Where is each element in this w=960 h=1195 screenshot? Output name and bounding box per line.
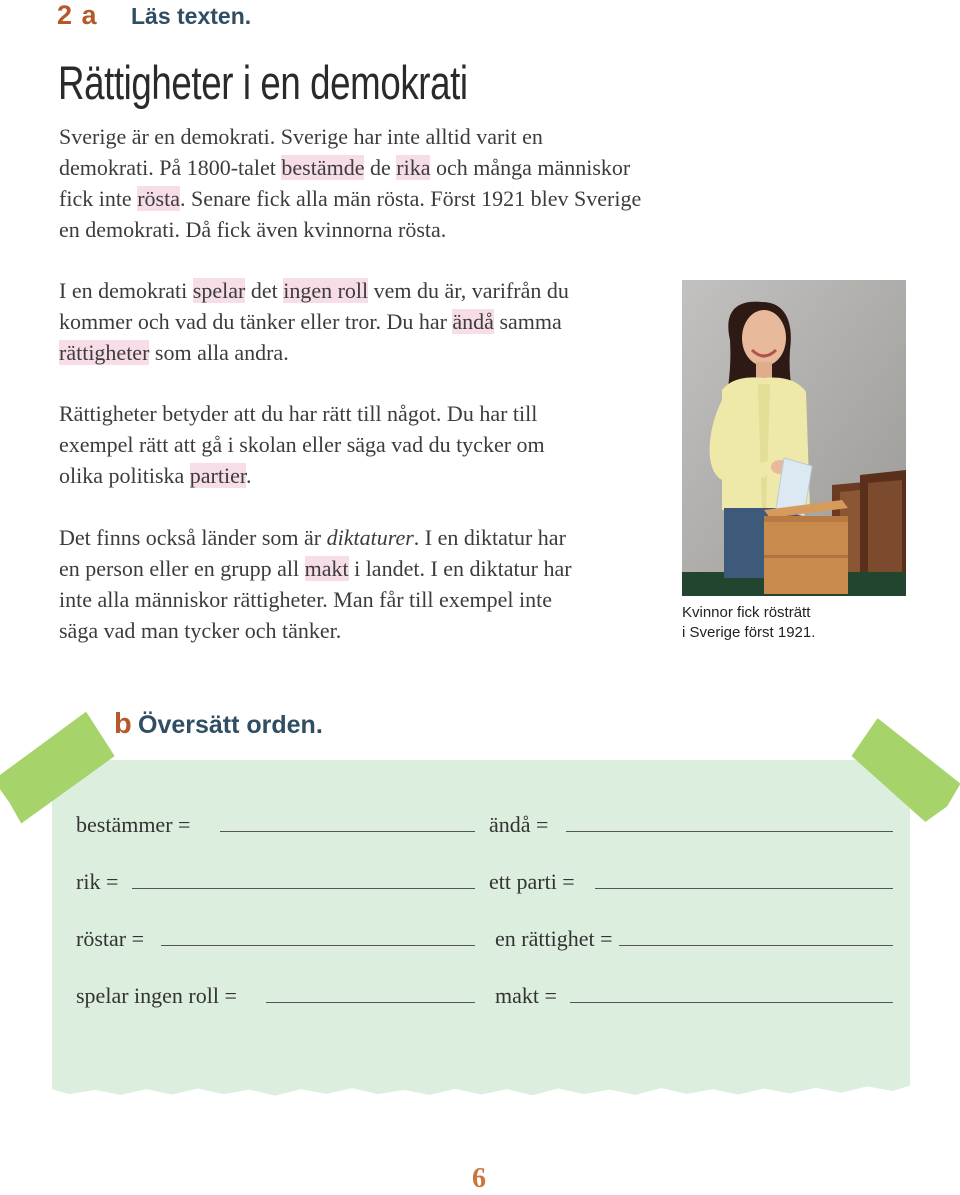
paragraph-line: demokrati. På 1800-talet bestämde de rika och många människor <box>59 155 631 180</box>
answer-blank[interactable] <box>132 888 475 889</box>
paragraph-line: olika politiska partier. <box>59 463 252 488</box>
answer-blank[interactable] <box>566 831 893 832</box>
word-label: makt = <box>495 983 557 1008</box>
voting-woman-photo <box>682 280 906 596</box>
highlighted-word: rika <box>396 155 431 180</box>
word-label: rik = <box>76 869 119 894</box>
paragraph-2 <box>59 275 569 368</box>
word-label: ändå = <box>489 812 549 837</box>
word-label: en rättighet = <box>495 926 613 951</box>
exercise-letter: b <box>114 708 132 740</box>
paragraph-line: exempel rätt att gå i skolan eller säga vad du tycker om <box>59 432 545 457</box>
word-label: ett parti = <box>489 869 575 894</box>
task-number: 2 a <box>57 0 98 30</box>
paragraph-1 <box>59 121 641 245</box>
paragraph-line: rättigheter som alla andra. <box>59 340 289 365</box>
highlighted-word: spelar <box>192 278 246 303</box>
paragraph-line: Sverige är en demokrati. Sverige har inte alltid varit en <box>59 124 543 149</box>
highlighted-word: rättigheter <box>59 340 150 365</box>
page-title: Rättigheter i en demokrati <box>58 56 468 109</box>
word-label: bestämmer = <box>76 812 191 837</box>
paragraph-line: fick inte rösta. Senare fick alla män rösta. Först 1921 blev Sverige <box>59 186 642 211</box>
paragraph-3 <box>59 398 545 491</box>
answer-blank[interactable] <box>220 831 475 832</box>
highlighted-word: bestämde <box>281 155 365 180</box>
task-instruction: Läs texten. <box>131 3 252 29</box>
highlighted-word: rösta <box>137 186 180 211</box>
italic-word: diktaturer <box>326 525 414 550</box>
answer-blank[interactable] <box>595 888 893 889</box>
paragraph-line: inte alla människor rättigheter. Man får till exempel inte <box>59 587 553 612</box>
word-label: spelar ingen roll = <box>76 983 237 1008</box>
paragraph-line: en person eller en grupp all makt i landet. I en diktatur har <box>59 556 572 581</box>
paragraph-line: Det finns också länder som är diktaturer. I en diktatur har <box>59 525 566 550</box>
highlighted-word: makt <box>304 556 349 581</box>
answer-blank[interactable] <box>266 1002 475 1003</box>
paragraph-line: kommer och vad du tänker eller tror. Du har ändå samma <box>59 309 562 334</box>
answer-blank[interactable] <box>619 945 893 946</box>
highlighted-word: ingen roll <box>283 278 369 303</box>
highlighted-word: partier <box>189 463 246 488</box>
highlighted-word: ändå <box>452 309 494 334</box>
paragraph-line: I en demokrati spelar det ingen roll vem du är, varifrån du <box>59 278 569 303</box>
exercise-instruction: Översätt orden. <box>138 711 323 739</box>
paragraph-line: säga vad man tycker och tänker. <box>59 618 342 643</box>
page-number: 6 <box>472 1163 486 1194</box>
paragraph-line: en demokrati. Då fick även kvinnorna rösta. <box>59 217 447 242</box>
word-label: röstar = <box>76 926 144 951</box>
paragraph-4 <box>59 522 572 646</box>
photo-caption <box>682 603 815 643</box>
caption-line: Kvinnor fick rösträtt <box>682 604 811 621</box>
paragraph-line: Rättigheter betyder att du har rätt till något. Du har till <box>59 401 538 426</box>
answer-blank[interactable] <box>161 945 475 946</box>
answer-blank[interactable] <box>570 1002 893 1003</box>
caption-line: i Sverige först 1921. <box>682 624 816 641</box>
